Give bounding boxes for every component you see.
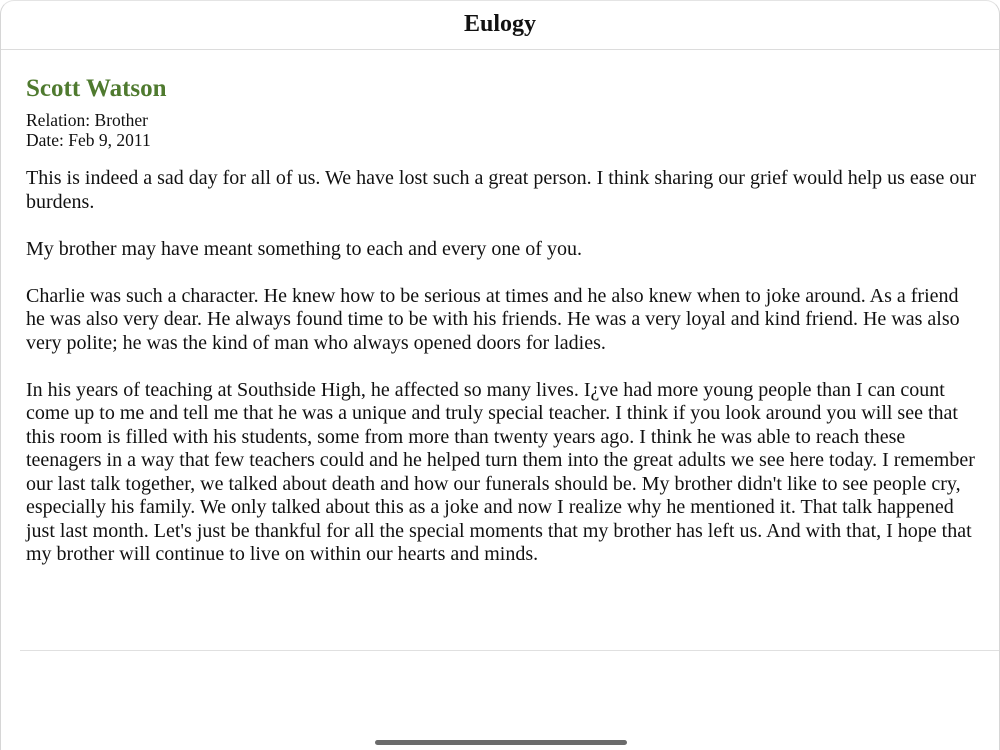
- navigation-bar: [1, 1, 999, 50]
- eulogy-content[interactable]: [26, 74, 981, 590]
- author-name: Scott Watson: [26, 75, 167, 102]
- date-text: Date: Feb 9, 2011: [26, 130, 151, 150]
- eulogy-paragraph: Charlie was such a character. He knew how to be serious at times and he also knew when to joke around. As a friend he was also very dear. He always found time to be with his friends. He was a very loyal and kind friend. He was also very polite; he was the kind of man who always opened doors for ladies.: [26, 284, 960, 354]
- page-title: Eulogy: [463, 11, 537, 37]
- bottom-divider: [20, 650, 999, 651]
- eulogy-paragraph: This is indeed a sad day for all of us. We have lost such a great person. I think sharing our grief would help us ease our burdens.: [26, 167, 976, 213]
- eulogy-paragraph: My brother may have meant something to each and every one of you.: [26, 237, 582, 260]
- home-indicator[interactable]: [375, 740, 627, 745]
- eulogy-body: [26, 167, 981, 567]
- eulogy-paragraph: In his years of teaching at Southside High, he affected so many lives. I¿ve had more young people than I can count come up to me and tell me that he was a unique and truly special teacher. I think if you look around you will see that this room is filled with his students, some from more than twenty years ago. I think he was able to reach these teenagers in a way that few teachers could and he helped turn them into the great adults we see here today. I remember our last talk together, we talked about death and how our funerals should be. My brother didn't like to see people cry, especially his family. We only talked about this as a joke and now I realize why he mentioned it. That talk happened just last month. Let's just be thankful for all the special moments that my brother has left us. And with that, I hope that my brother will continue to live on within our hearts and minds.: [26, 378, 975, 565]
- relation-text: Relation: Brother: [26, 110, 148, 130]
